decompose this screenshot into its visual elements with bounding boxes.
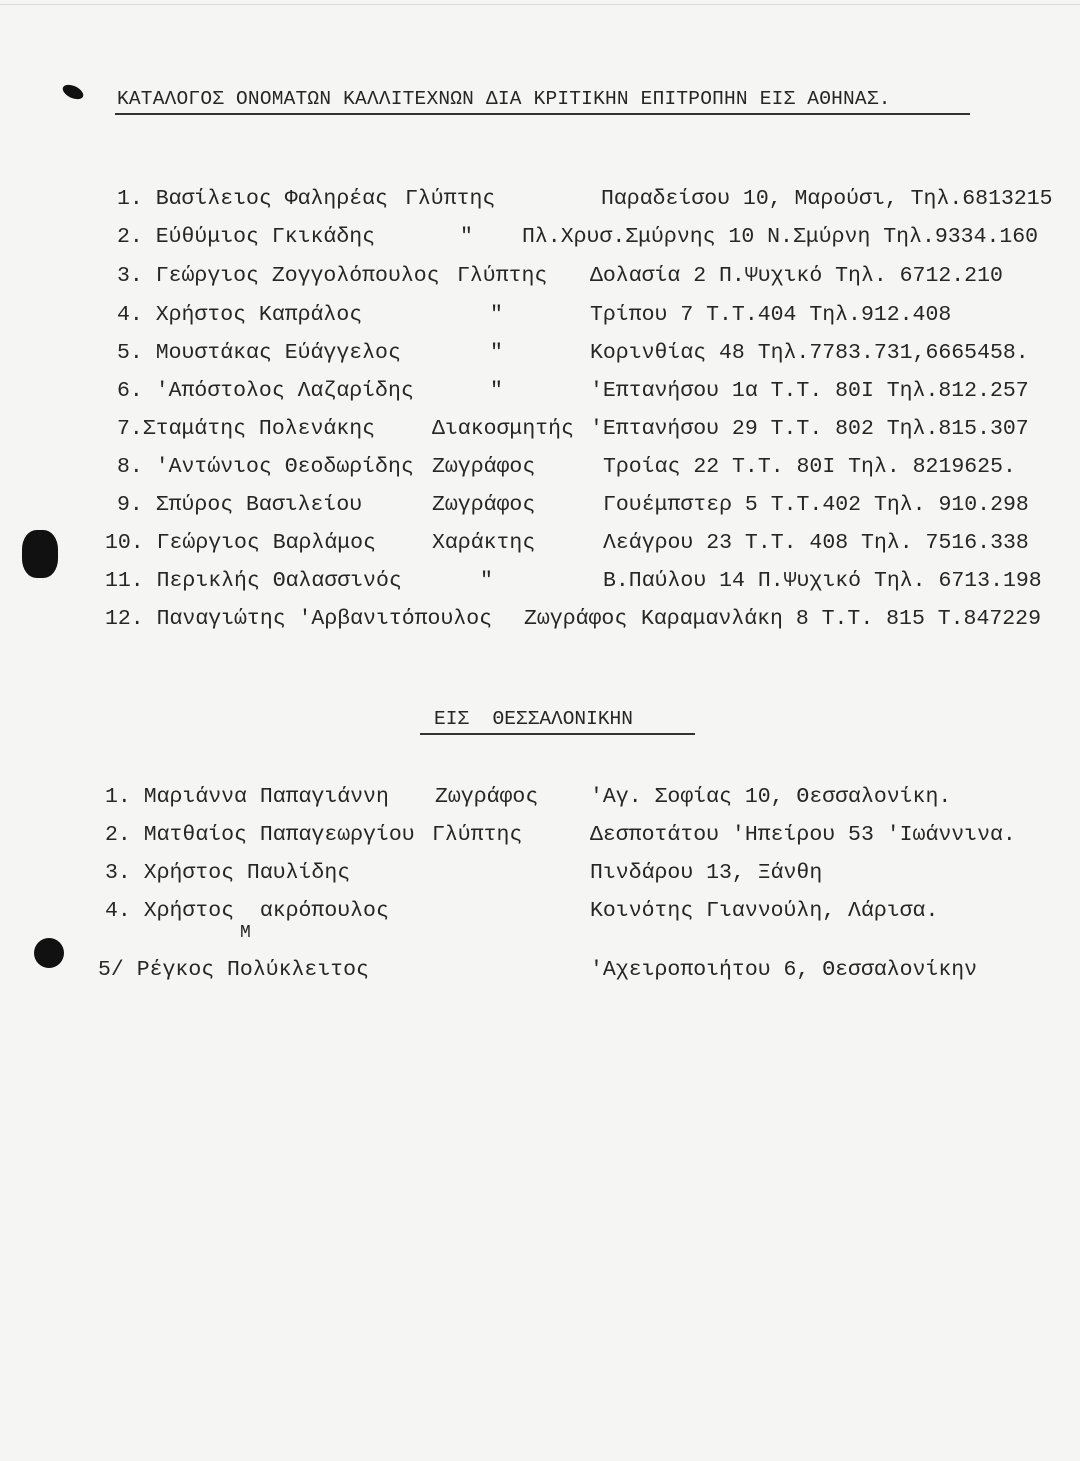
artist-address: Δολασία 2 Π.Ψυχικό Τηλ. 6712.210	[590, 264, 1003, 288]
artist-name: 5. Μουστάκας Εύάγγελος	[117, 341, 401, 365]
artist-address: 'Επτανήσου 29 Τ.Τ. 802 Τηλ.815.307	[590, 417, 1029, 441]
artist-name: 6. 'Απόστολος Λαζαρίδης	[117, 379, 414, 403]
artist-name: 5/ Ρέγκος Πολύκλειτος	[98, 958, 369, 982]
artist-name: 7.Σταμάτης Πολενάκης	[117, 417, 376, 441]
artist-name: 8. 'Αντώνιος Θεοδωρίδης	[117, 455, 414, 479]
artist-name: 12. Παναγιώτης 'Αρβανιτόπουλος	[105, 607, 493, 631]
artist-profession: Ζωγράφος	[524, 607, 628, 631]
artist-address: Β.Παύλου 14 Π.Ψυχικό Τηλ. 6713.198	[603, 569, 1042, 593]
artist-address: Κορινθίας 48 Τηλ.7783.731,6665458.	[590, 341, 1029, 365]
artist-address: Παραδείσου 10, Μαρούσι, Τηλ.6813215	[601, 187, 1053, 211]
title-underline	[115, 113, 970, 115]
artist-address: 'Επτανήσου 1α Τ.Τ. 80Ι Τηλ.812.257	[590, 379, 1029, 403]
artist-name: 10. Γεώργιος Βαρλάμος	[105, 531, 376, 555]
section-title: ΕΙΣ ΘΕΣΣΑΛΟΝΙΚΗΝ	[434, 708, 633, 730]
document-title: ΚΑΤΑΛΟΓΟΣ ΟΝΟΜΑΤΩΝ ΚΑΛΛΙΤΕΧΝΩΝ ΔΙΑ ΚΡΙΤΙΚΗΝ ΕΠΙΤΡΟΠΗΝ ΕΙΣ ΑΘΗΝΑΣ.	[117, 88, 891, 110]
artist-name: 1. Μαριάννα Παπαγιάννη	[105, 785, 389, 809]
artist-name: 11. Περικλής Θαλασσινός	[105, 569, 402, 593]
punch-hole-mark	[34, 938, 64, 968]
artist-profession: "	[490, 341, 503, 365]
artist-address: Γουέμπστερ 5 Τ.Τ.402 Τηλ. 910.298	[603, 493, 1029, 517]
section-underline	[420, 733, 695, 735]
artist-address: Λεάγρου 23 Τ.Τ. 408 Τηλ. 7516.338	[603, 531, 1029, 555]
artist-address: Καραμανλάκη 8 Τ.Τ. 815 Τ.847229	[641, 607, 1041, 631]
punch-hole-mark	[22, 530, 58, 578]
ink-mark	[60, 82, 85, 102]
artist-name: 4. Χρήστος ακρόπουλος	[105, 899, 389, 923]
artist-profession: "	[490, 379, 503, 403]
artist-profession: Ζωγράφος	[432, 493, 536, 517]
artist-profession: "	[480, 569, 493, 593]
artist-address: Πλ.Χρυσ.Σμύρνης 10 Ν.Σμύρνη Τηλ.9334.160	[522, 225, 1039, 249]
artist-address: Δεσποτάτου 'Ηπείρου 53 'Ιωάννινα.	[590, 823, 1016, 847]
artist-name: 4. Χρήστος Καπράλος	[117, 303, 363, 327]
artist-name: 2. Ματθαίος Παπαγεωργίου	[105, 823, 415, 847]
artist-profession: "	[460, 225, 473, 249]
artist-profession: "	[490, 303, 503, 327]
artist-profession: Γλύπτης	[457, 264, 548, 288]
artist-address: Τροίας 22 Τ.Τ. 80Ι Τηλ. 8219625.	[603, 455, 1016, 479]
artist-profession: Χαράκτης	[432, 531, 536, 555]
artist-address: 'Αγ. Σοφίας 10, Θεσσαλονίκη.	[590, 785, 952, 809]
artist-profession: Γλύπτης	[405, 187, 496, 211]
artist-address: Πινδάρου 13, Ξάνθη	[590, 861, 823, 885]
artist-profession: Ζωγράφος	[435, 785, 539, 809]
artist-address: Κοινότης Γιαννούλη, Λάρισα.	[590, 899, 939, 923]
artist-profession: Διακοσμητής	[432, 417, 574, 441]
artist-name: 2. Εύθύμιος Γκικάδης	[117, 225, 376, 249]
artist-address: 'Αχειροποιήτου 6, Θεσσαλονίκην	[590, 958, 978, 982]
artist-profession: Ζωγράφος	[432, 455, 536, 479]
artist-name: 1. Βασίλειος Φαληρέας	[117, 187, 388, 211]
artist-name: 3. Γεώργιος Ζογγολόπουλος	[117, 264, 440, 288]
name-correction: Μ	[240, 923, 251, 943]
scan-edge	[0, 4, 1080, 5]
artist-name: 3. Χρήστος Παυλίδης	[105, 861, 351, 885]
artist-name: 9. Σπύρος Βασιλείου	[117, 493, 363, 517]
artist-address: Τρίπου 7 Τ.Τ.404 Τηλ.912.408	[590, 303, 952, 327]
artist-profession: Γλύπτης	[432, 823, 523, 847]
